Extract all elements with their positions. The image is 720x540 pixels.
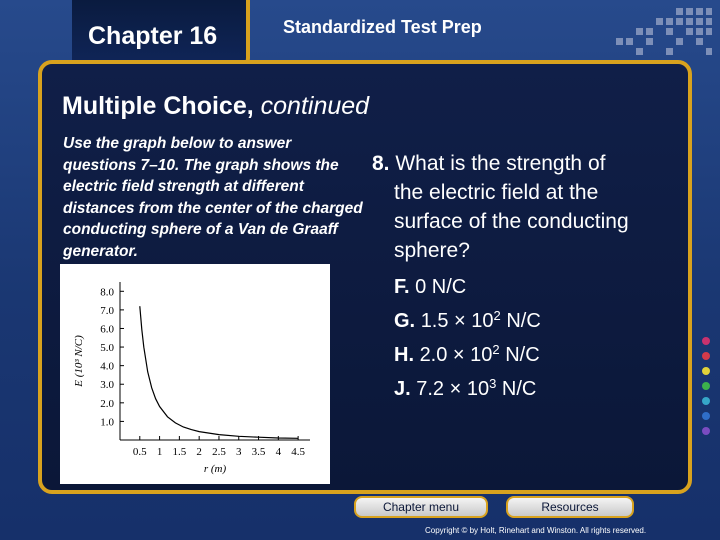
answer-exponent: 3 xyxy=(489,376,497,391)
question-line-1: What is the strength of xyxy=(395,152,606,175)
x-tick-label: 3 xyxy=(236,446,242,458)
answer-text: 0 N/C xyxy=(415,276,467,298)
answer-exponent: 2 xyxy=(492,342,500,357)
question-line-3: surface of the conducting xyxy=(394,210,629,233)
electric-field-graph xyxy=(60,264,330,484)
x-tick-label: 1 xyxy=(156,446,163,458)
x-tick-label: 2.5 xyxy=(212,446,226,458)
x-tick-label: 1.5 xyxy=(172,446,187,458)
y-tick-label: 3.0 xyxy=(100,379,114,392)
x-tick-label: 2 xyxy=(196,446,202,458)
x-tick-label: 0.5 xyxy=(132,446,147,458)
x-tick-label: 4.5 xyxy=(291,446,305,458)
dot-grid-decoration xyxy=(612,6,712,66)
answer-unit: N/C xyxy=(499,344,540,366)
resources-button[interactable]: Resources xyxy=(506,496,634,518)
answer-text: 2.0 × 10 xyxy=(419,344,493,366)
y-tick-label: 6.0 xyxy=(100,323,114,336)
y-tick-label: 5.0 xyxy=(100,342,114,355)
answer-j[interactable] xyxy=(394,372,694,406)
chart-svg xyxy=(60,264,330,484)
section-label: Standardized Test Prep xyxy=(283,17,482,37)
question-line-4: sphere? xyxy=(394,239,470,262)
x-tick-label: 3.5 xyxy=(251,446,266,458)
answer-letter: J. xyxy=(394,378,411,400)
answer-letter: F. xyxy=(394,276,410,298)
answer-unit: N/C xyxy=(496,378,537,400)
answer-exponent: 2 xyxy=(493,308,501,323)
answer-f[interactable] xyxy=(394,270,694,304)
answer-letter: H. xyxy=(394,344,414,366)
y-tick-label: 1.0 xyxy=(100,416,114,429)
answer-text: 7.2 × 10 xyxy=(416,378,490,400)
slide-title-main: Multiple Choice, xyxy=(62,92,254,120)
slide-title-continued: continued xyxy=(260,92,370,120)
answer-choices xyxy=(394,270,694,406)
answer-text: 1.5 × 10 xyxy=(420,310,494,332)
series-curve xyxy=(140,306,298,438)
chapter-label: Chapter 16 xyxy=(88,22,218,50)
y-tick-label: 8.0 xyxy=(100,286,114,299)
color-dots-decoration xyxy=(700,336,712,446)
question-line-2: the electric field at the xyxy=(394,181,599,204)
answer-g[interactable] xyxy=(394,304,694,338)
y-tick-label: 7.0 xyxy=(100,304,114,317)
copyright-text: Copyright © by Holt, Rinehart and Winston. All rights reserved. xyxy=(425,526,647,535)
answer-unit: N/C xyxy=(500,310,541,332)
y-tick-label: 4.0 xyxy=(100,360,114,373)
answer-h[interactable] xyxy=(394,338,694,372)
x-tick-label: 4 xyxy=(275,446,282,458)
slide-title xyxy=(62,92,369,121)
answer-letter: G. xyxy=(394,310,416,332)
y-tick-label: 2.0 xyxy=(100,397,114,410)
x-axis-label: r (m) xyxy=(203,463,227,475)
chapter-menu-button[interactable]: Chapter menu xyxy=(354,496,488,518)
y-axis-label: E (10³ N/C) xyxy=(73,335,85,387)
instructions-text: Use the graph below to answer questions 7–10. The graph shows the electric field strength at different distances from the center of the charged conducting sphere of a Van de Graaff generator. xyxy=(63,135,363,260)
question-number: 8. xyxy=(372,152,390,175)
question-8 xyxy=(372,149,682,265)
